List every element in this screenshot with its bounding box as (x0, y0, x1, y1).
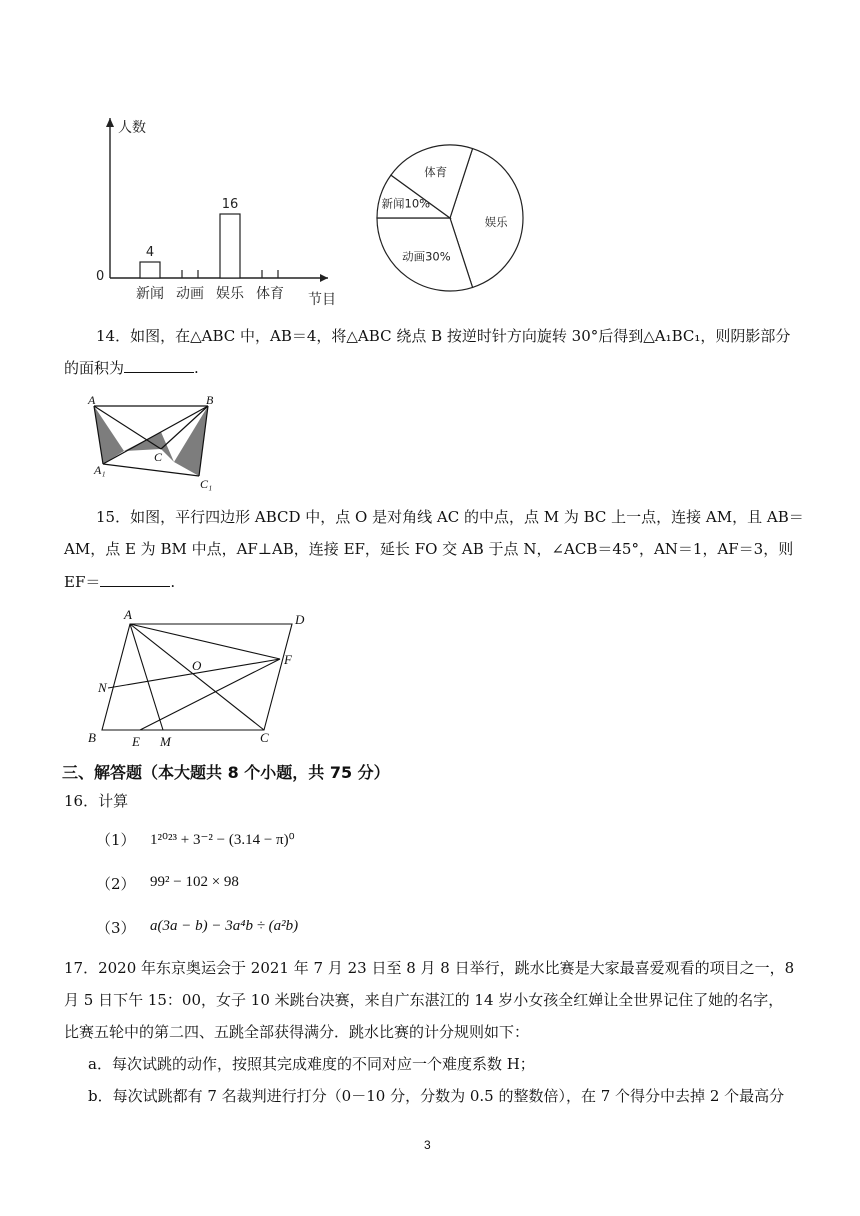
bar-chart (80, 110, 350, 310)
q14-line2-text: 的面积为 (64, 359, 125, 377)
q14-figure (86, 392, 226, 492)
q15-line3-end: . (170, 573, 176, 591)
label-E: E (132, 734, 140, 749)
label-C: C (154, 450, 163, 464)
bar-value-label: 4 (145, 245, 155, 260)
x-axis-label: 节目 (308, 292, 336, 308)
page-number: 3 (424, 1138, 431, 1152)
q15-figure (84, 604, 324, 754)
x-tick-label: 娱乐 (216, 286, 244, 302)
q16-item-1-expr: 1²⁰²³ + 3⁻² − (3.14 − π)⁰ (150, 832, 295, 848)
origin-label: 0 (96, 269, 105, 284)
q16-item-3-expr: a(3a − b) − 3a⁴b ÷ (a²b) (150, 918, 299, 934)
label-B: B (88, 730, 96, 745)
label-A1: A₁ (94, 463, 106, 477)
bar (220, 214, 240, 278)
q16-item-3-num: （3） (96, 919, 136, 937)
x-tick-label: 体育 (256, 286, 284, 302)
q17-line3: 比赛五轮中的第二四、五跳全部获得满分．跳水比赛的计分规则如下： (64, 1023, 530, 1041)
shaded-region-center (124, 432, 174, 462)
q14-line1: 14．如图，在△ABC 中，AB＝4，将△ABC 绕点 B 按逆时针方向旋转 30°后得到△A₁BC₁，则阴影部分 (96, 327, 791, 345)
x-tick-label: 新闻 (136, 286, 164, 302)
q17-line1: 17．2020 年东京奥运会于 2021 年 7 月 23 日至 8 月 8 日举行，跳水比赛是大家最喜爱观看的项目之一，8 (64, 959, 795, 977)
pie-slice-label: 动画30% (402, 249, 451, 264)
label-B: B (206, 393, 214, 407)
q15-line3-text: EF＝ (64, 573, 101, 591)
bar (140, 262, 160, 278)
label-O: O (192, 658, 202, 673)
y-axis-label: 人数 (118, 120, 146, 136)
q14-line2 (64, 358, 199, 378)
pie-chart (370, 138, 530, 298)
q16-title: 16．计算 (64, 792, 129, 810)
label-A: A (124, 607, 132, 622)
label-C1: C₁ (200, 477, 213, 491)
q16-item-1-num: （1） (96, 831, 136, 849)
section-heading: 三、解答题（本大题共 8 个小题，共 75 分） (62, 763, 390, 782)
q15-line1: 15．如图，平行四边形 ABCD 中，点 O 是对角线 AC 的中点，点 M 为 BC 上一点，连接 AM，且 AB＝ (96, 508, 804, 526)
q15-answer-blank (100, 572, 170, 587)
q14-line2-end: . (194, 359, 199, 377)
q15-line2: AM，点 E 为 BM 中点，AF⊥AB，连接 EF，延长 FO 交 AB 于点 N，∠ACB＝45°，AN＝1，AF＝3，则 (64, 540, 794, 558)
y-axis-arrow-icon (106, 118, 114, 127)
q16-item-2-expr: 99² − 102 × 98 (150, 874, 239, 890)
q17-line2: 月 5 日下午 15：00，女子 10 米跳台决赛，来自广东湛江的 14 岁小女孩全红婵让全世界记住了她的名字， (64, 991, 784, 1009)
label-A: A (88, 393, 96, 407)
label-M: M (160, 734, 171, 749)
pie-slice-label: 娱乐 (484, 215, 508, 229)
label-N: N (98, 680, 107, 695)
pie-slice-label: 体育 (424, 164, 448, 179)
q17-rule-a: a．每次试跳的动作，按照其完成难度的不同对应一个难度系数 H； (88, 1055, 535, 1073)
pie-slice-label: 新闻10% (381, 196, 431, 211)
q16-item-2-num: （2） (96, 875, 136, 893)
q15-line3 (64, 572, 175, 592)
q14-answer-blank (124, 358, 194, 373)
bar-value-label: 16 (221, 197, 239, 212)
label-C: C (260, 730, 269, 745)
x-tick-label: 动画 (176, 286, 204, 302)
x-axis-arrow-icon (320, 274, 328, 282)
label-D: D (295, 612, 305, 627)
label-F: F (284, 652, 292, 667)
q17-rule-b: b．每次试跳都有 7 名裁判进行打分（0－10 分，分数为 0.5 的整数倍），在 7 个得分中去掉 2 个最高分 (88, 1087, 785, 1105)
